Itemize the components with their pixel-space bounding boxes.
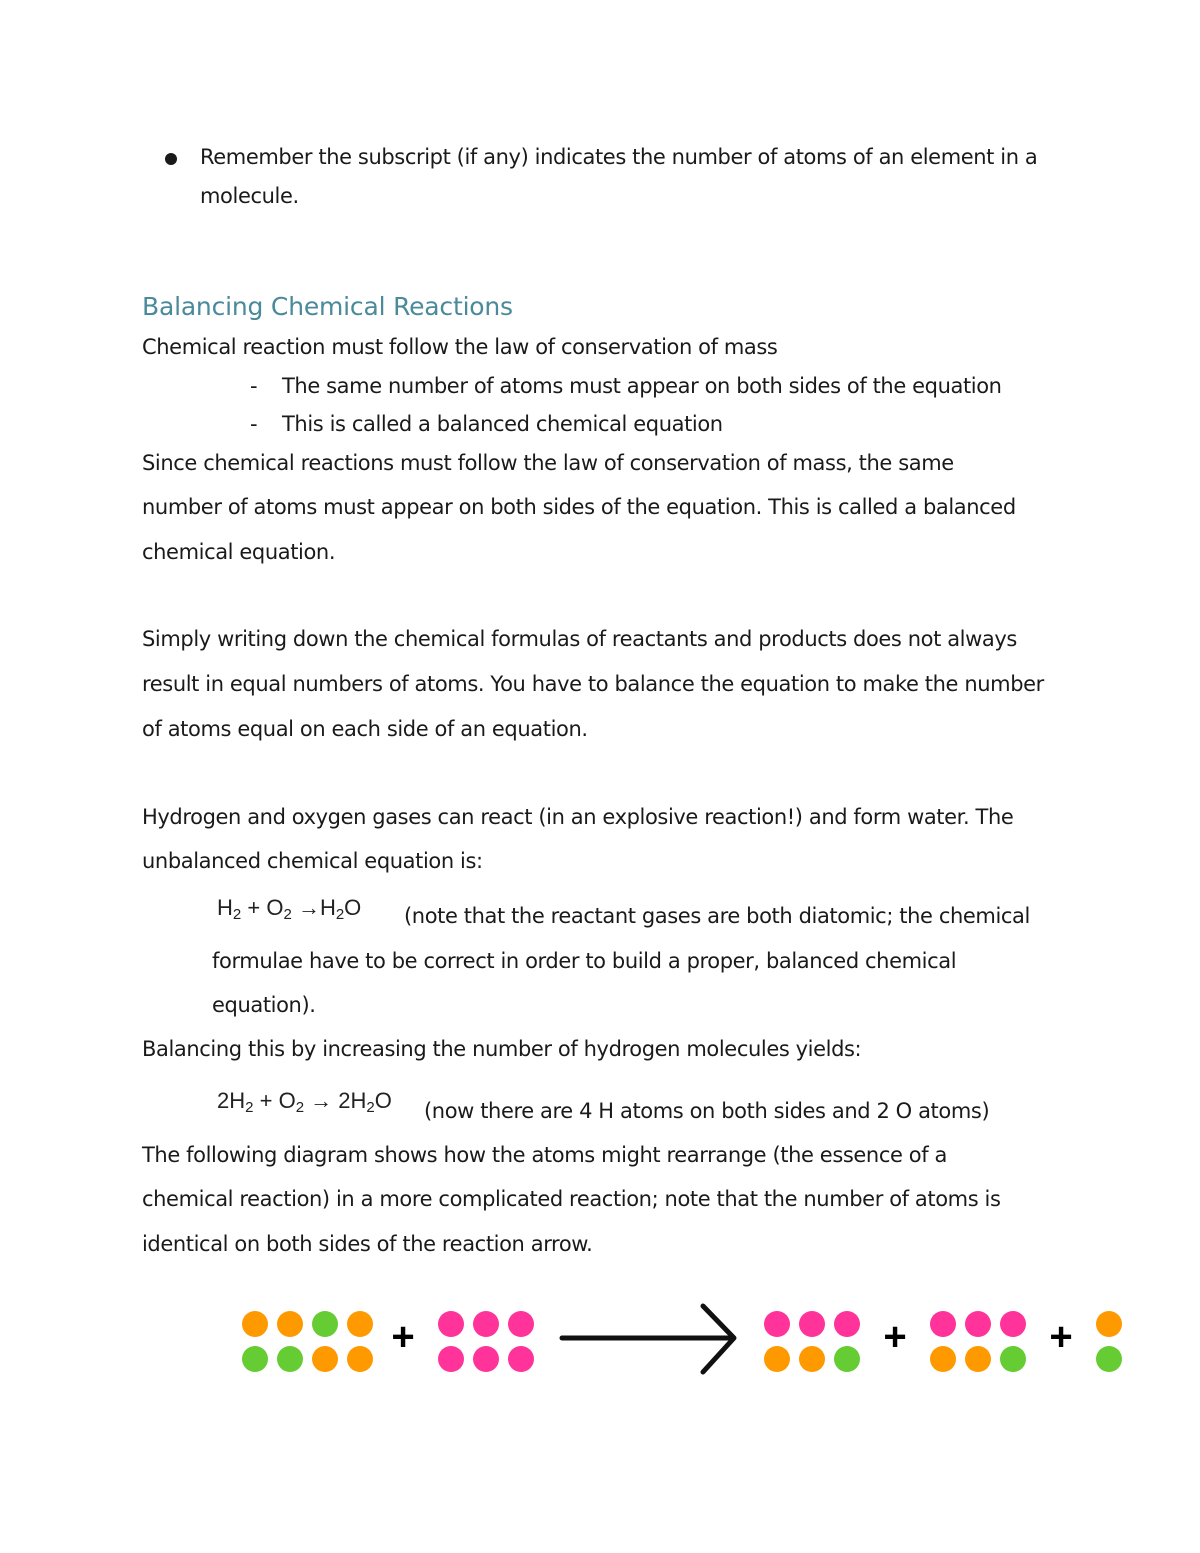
paragraph-4-line: identical on both sides of the reaction arrow.: [142, 1232, 593, 1256]
atom-orange: [312, 1346, 338, 1372]
atom-pink: [965, 1311, 991, 1337]
paragraph-1-line: Since chemical reactions must follow the law of conservation of mass, the same: [142, 451, 954, 475]
atom-green: [834, 1346, 860, 1372]
reaction-diagram: [0, 1290, 1200, 1400]
atom-orange: [965, 1346, 991, 1372]
paragraph-1-line: number of atoms must appear on both sides of the equation. This is called a balanced: [142, 495, 1016, 519]
atom-pink: [930, 1311, 956, 1337]
note-1-line: (note that the reactant gases are both diatomic; the chemical: [404, 904, 1030, 928]
atom-orange: [347, 1346, 373, 1372]
bullet-text-line-2: molecule.: [200, 184, 299, 208]
atom-pink: [1000, 1311, 1026, 1337]
atom-pink: [508, 1311, 534, 1337]
atom-pink: [799, 1311, 825, 1337]
dash-item-1: The same number of atoms must appear on both sides of the equation: [282, 374, 1002, 398]
atom-orange: [1096, 1311, 1122, 1337]
atom-orange: [930, 1346, 956, 1372]
atom-green: [242, 1346, 268, 1372]
paragraph-4-line: The following diagram shows how the atoms might rearrange (the essence of a: [142, 1143, 947, 1167]
atom-pink: [508, 1346, 534, 1372]
bullet-icon: [165, 153, 177, 165]
dash-marker: -: [250, 374, 258, 398]
paragraph-2-line: Simply writing down the chemical formulas of reactants and products does not always: [142, 627, 1017, 651]
dash-marker: -: [250, 412, 258, 436]
paragraph-4-line: chemical reaction) in a more complicated reaction; note that the number of atoms is: [142, 1187, 1001, 1211]
plus-sign: +: [391, 1315, 415, 1359]
dash-item-2: This is called a balanced chemical equation: [282, 412, 723, 436]
atom-pink: [438, 1311, 464, 1337]
unbalanced-equation: $H_2 + O_2 \to H_2O$: [217, 895, 362, 923]
atom-green: [1000, 1346, 1026, 1372]
reaction-arrow-icon: →: [310, 1088, 333, 1113]
atom-green: [312, 1311, 338, 1337]
paragraph-3-line: Hydrogen and oxygen gases can react (in an explosive reaction!) and form water. The: [142, 805, 1014, 829]
balancing-line: Balancing this by increasing the number of hydrogen molecules yields:: [142, 1037, 862, 1061]
atom-green: [1096, 1346, 1122, 1372]
atom-green: [277, 1346, 303, 1372]
atom-pink: [473, 1346, 499, 1372]
paragraph-1-line: chemical equation.: [142, 540, 336, 564]
atom-orange: [799, 1346, 825, 1372]
paragraph-2-line: of atoms equal on each side of an equation.: [142, 717, 588, 741]
section-title: Balancing Chemical Reactions: [142, 292, 513, 321]
atom-orange: [764, 1346, 790, 1372]
bullet-text-line-1: Remember the subscript (if any) indicates the number of atoms of an element in a: [200, 145, 1038, 169]
paragraph-3-line: unbalanced chemical equation is:: [142, 849, 483, 873]
intro-line: Chemical reaction must follow the law of conservation of mass: [142, 335, 778, 359]
balanced-equation: $2H_2 + O_2 \to 2H_2O$: [217, 1088, 392, 1116]
note-1-line: formulae have to be correct in order to build a proper, balanced chemical: [212, 949, 957, 973]
paragraph-2-line: result in equal numbers of atoms. You have to balance the equation to make the number: [142, 672, 1044, 696]
atom-orange: [347, 1311, 373, 1337]
atom-pink: [834, 1311, 860, 1337]
atom-orange: [277, 1311, 303, 1337]
atom-orange: [242, 1311, 268, 1337]
atom-pink: [473, 1311, 499, 1337]
note-1-line: equation).: [212, 993, 316, 1017]
reaction-arrow-icon: →: [297, 895, 320, 920]
reaction-arrow-icon: [562, 1306, 734, 1372]
plus-sign: +: [1049, 1315, 1073, 1359]
atom-pink: [438, 1346, 464, 1372]
note-2: (now there are 4 H atoms on both sides and 2 O atoms): [424, 1099, 990, 1123]
plus-sign: +: [883, 1315, 907, 1359]
atom-pink: [764, 1311, 790, 1337]
